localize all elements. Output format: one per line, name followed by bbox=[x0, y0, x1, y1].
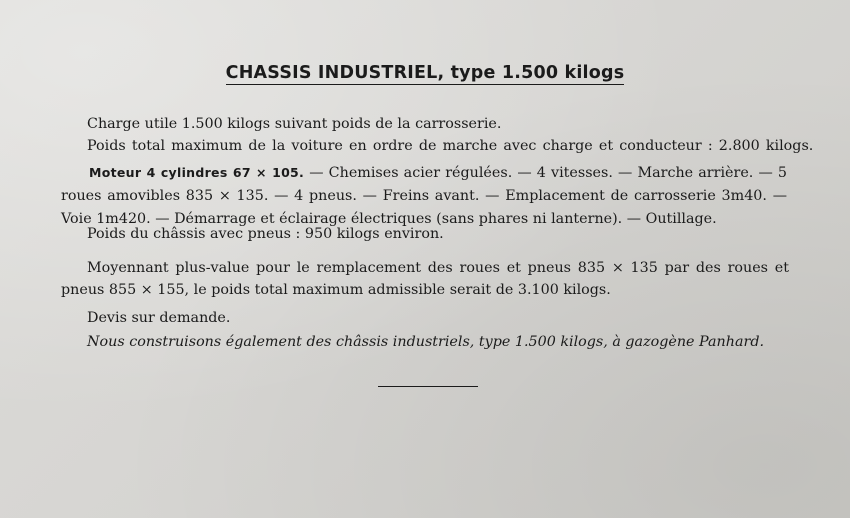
specifications-text: — Chemises acier régulées. — 4 vitesses. — Marche arrière. — 5 roues amovibles 835 × 135. — 4 pneus. — Freins avant. — Emplacement de carrosserie 3m40. — Voie 1m420. — Démarrage et éclairage électriques (sans phares ni lanterne). — Outillage. bbox=[61, 165, 787, 227]
gazogene-note: Nous construisons également des châssis industriels, type 1.500 kilogs, à gazogène Panhard. bbox=[87, 334, 765, 350]
page-title bbox=[0, 63, 850, 83]
quote-line: Devis sur demande. bbox=[87, 310, 231, 326]
chassis-weight-line: Poids du châssis avec pneus : 950 kilogs environ. bbox=[87, 226, 444, 242]
total-weight-line: Poids total maximum de la voiture en ordre de marche avec charge et conducteur : 2.800 kilogs. bbox=[87, 138, 814, 154]
page-title-text: CHASSIS INDUSTRIEL, type 1.500 kilogs bbox=[225, 63, 625, 83]
payload-line: Charge utile 1.500 kilogs suivant poids de la carrosserie. bbox=[87, 116, 502, 132]
option-paragraph: Moyennant plus-value pour le remplacement des roues et pneus 835 × 135 par des roues et pneus 855 × 155, le poids total maximum admissible serait de 3.100 kilogs. bbox=[61, 260, 789, 298]
engine-spec: Moteur 4 cylindres 67 × 105. bbox=[89, 165, 305, 180]
closing-rule bbox=[378, 386, 478, 387]
specifications-paragraph bbox=[61, 161, 787, 231]
